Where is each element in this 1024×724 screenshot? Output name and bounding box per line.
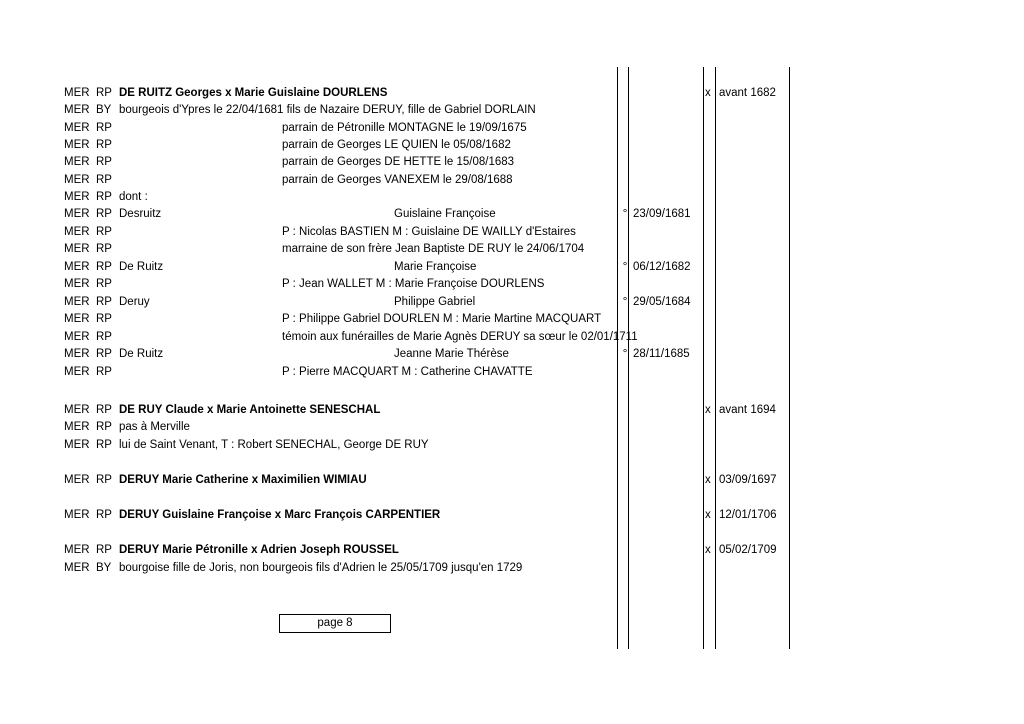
record-couple: DERUY Marie Catherine x Maximilien WIMIAU xyxy=(119,474,367,486)
record-detail: parrain de Georges DE HETTE le 15/08/1683 xyxy=(282,156,515,168)
record-type: RP xyxy=(96,87,112,99)
record-row xyxy=(0,437,1024,454)
record-type: RP xyxy=(96,474,112,486)
record-row xyxy=(0,311,1024,328)
record-row xyxy=(0,402,1024,419)
record-row xyxy=(0,364,1024,381)
record-source: MER xyxy=(64,562,90,574)
record-row xyxy=(0,472,1024,489)
record-source: MER xyxy=(64,421,90,433)
record-type: RP xyxy=(96,139,112,151)
record-source: MER xyxy=(64,404,90,416)
record-detail: parrain de Georges LE QUIEN le 05/08/1682 xyxy=(282,139,511,151)
record-source: MER xyxy=(64,278,90,290)
marriage-mark: x xyxy=(705,87,711,99)
birth-date: 06/12/1682 xyxy=(633,261,691,273)
marriage-date: avant 1682 xyxy=(719,87,776,99)
birth-mark: ° xyxy=(622,261,628,273)
marriage-mark: x xyxy=(705,474,711,486)
record-source: MER xyxy=(64,87,90,99)
record-type: RP xyxy=(96,278,112,290)
record-source: MER xyxy=(64,156,90,168)
record-text: De Ruitz xyxy=(119,348,164,360)
record-type: RP xyxy=(96,313,112,325)
record-source: MER xyxy=(64,139,90,151)
record-type: BY xyxy=(96,562,112,574)
record-source: MER xyxy=(64,348,90,360)
record-row xyxy=(0,224,1024,241)
record-type: RP xyxy=(96,191,112,203)
record-row xyxy=(0,189,1024,206)
record-text: lui de Saint Venant, T : Robert SENECHAL, George DE RUY xyxy=(119,439,429,451)
record-detail: P : Nicolas BASTIEN M : Guislaine DE WAILLY d'Estaires xyxy=(282,226,576,238)
record-type: BY xyxy=(96,104,112,116)
record-source: MER xyxy=(64,439,90,451)
record-source: MER xyxy=(64,174,90,186)
record-source: MER xyxy=(64,261,90,273)
record-type: RP xyxy=(96,261,112,273)
record-text: bourgeois d'Ypres le 22/04/1681 fils de Nazaire DERUY, fille de Gabriel DORLAIN xyxy=(119,104,536,116)
record-type: RP xyxy=(96,296,112,308)
record-text: dont : xyxy=(119,191,148,203)
record-row xyxy=(0,259,1024,276)
record-row xyxy=(0,276,1024,293)
record-row xyxy=(0,294,1024,311)
record-source: MER xyxy=(64,104,90,116)
record-row xyxy=(0,507,1024,524)
record-text: Desruitz xyxy=(119,208,162,220)
record-given-names: Marie Françoise xyxy=(394,261,477,273)
birth-date: 28/11/1685 xyxy=(633,348,690,360)
record-couple: DE RUITZ Georges x Marie Guislaine DOURLENS xyxy=(119,87,388,99)
record-type: RP xyxy=(96,348,112,360)
record-source: MER xyxy=(64,331,90,343)
record-detail: P : Philippe Gabriel DOURLEN M : Marie Martine MACQUART xyxy=(282,313,602,325)
record-type: RP xyxy=(96,421,112,433)
record-source: MER xyxy=(64,243,90,255)
record-type: RP xyxy=(96,156,112,168)
record-type: RP xyxy=(96,366,112,378)
record-type: RP xyxy=(96,208,112,220)
record-source: MER xyxy=(64,122,90,134)
page-number: page 8 xyxy=(279,614,391,633)
record-row xyxy=(0,137,1024,154)
record-row xyxy=(0,154,1024,171)
record-detail: parrain de Georges VANEXEM le 29/08/1688 xyxy=(282,174,513,186)
record-row xyxy=(0,120,1024,137)
record-row xyxy=(0,419,1024,436)
marriage-date: 03/09/1697 xyxy=(719,474,777,486)
record-detail: P : Pierre MACQUART M : Catherine CHAVATTE xyxy=(282,366,533,378)
record-text: De Ruitz xyxy=(119,261,164,273)
record-type: RP xyxy=(96,509,112,521)
record-source: MER xyxy=(64,208,90,220)
marriage-mark: x xyxy=(705,544,711,556)
record-couple: DERUY Marie Pétronille x Adrien Joseph ROUSSEL xyxy=(119,544,399,556)
record-detail: marraine de son frère Jean Baptiste DE RUY le 24/06/1704 xyxy=(282,243,585,255)
record-source: MER xyxy=(64,191,90,203)
record-type: RP xyxy=(96,122,112,134)
marriage-date: avant 1694 xyxy=(719,404,776,416)
marriage-mark: x xyxy=(705,509,711,521)
record-source: MER xyxy=(64,544,90,556)
record-type: RP xyxy=(96,243,112,255)
record-source: MER xyxy=(64,226,90,238)
record-row xyxy=(0,85,1024,102)
birth-date: 29/05/1684 xyxy=(633,296,691,308)
marriage-date: 12/01/1706 xyxy=(719,509,777,521)
record-source: MER xyxy=(64,296,90,308)
record-row xyxy=(0,206,1024,223)
marriage-date: 05/02/1709 xyxy=(719,544,777,556)
birth-mark: ° xyxy=(622,348,628,360)
record-given-names: Jeanne Marie Thérèse xyxy=(394,348,509,360)
record-text: bourgoise fille de Joris, non bourgeois fils d'Adrien le 25/05/1709 jusqu'en 1729 xyxy=(119,562,523,574)
record-type: RP xyxy=(96,174,112,186)
record-detail: P : Jean WALLET M : Marie Françoise DOURLENS xyxy=(282,278,545,290)
record-row xyxy=(0,542,1024,559)
record-detail: parrain de Pétronille MONTAGNE le 19/09/1675 xyxy=(282,122,527,134)
record-row xyxy=(0,329,1024,346)
birth-mark: ° xyxy=(622,296,628,308)
birth-mark: ° xyxy=(622,208,628,220)
record-type: RP xyxy=(96,404,112,416)
record-row xyxy=(0,560,1024,577)
record-source: MER xyxy=(64,366,90,378)
record-given-names: Philippe Gabriel xyxy=(394,296,476,308)
record-type: RP xyxy=(96,226,112,238)
record-type: RP xyxy=(96,331,112,343)
record-couple: DE RUY Claude x Marie Antoinette SENESCHAL xyxy=(119,404,381,416)
record-row xyxy=(0,346,1024,363)
record-text: Deruy xyxy=(119,296,150,308)
record-source: MER xyxy=(64,474,90,486)
record-source: MER xyxy=(64,509,90,521)
birth-date: 23/09/1681 xyxy=(633,208,691,220)
record-type: RP xyxy=(96,439,112,451)
record-given-names: Guislaine Françoise xyxy=(394,208,496,220)
record-type: RP xyxy=(96,544,112,556)
record-row xyxy=(0,102,1024,119)
record-couple: DERUY Guislaine Françoise x Marc François CARPENTIER xyxy=(119,509,441,521)
marriage-mark: x xyxy=(705,404,711,416)
record-text: pas à Merville xyxy=(119,421,190,433)
record-detail: témoin aux funérailles de Marie Agnès DERUY sa sœur le 02/01/1711 xyxy=(282,331,638,343)
record-source: MER xyxy=(64,313,90,325)
record-row xyxy=(0,241,1024,258)
record-row xyxy=(0,172,1024,189)
